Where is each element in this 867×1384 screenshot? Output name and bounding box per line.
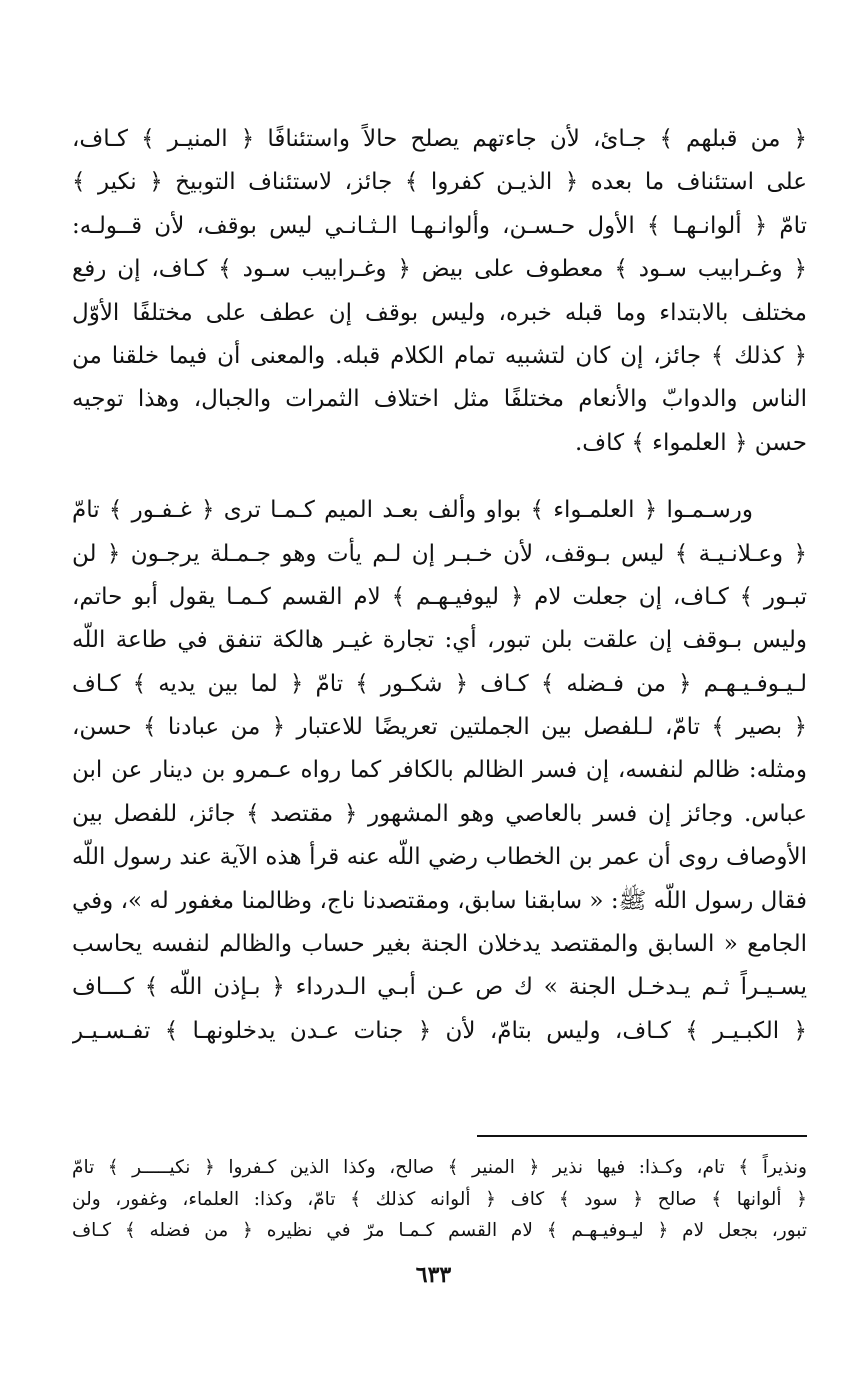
text-line: الناس والدوابّ والأنعام مختلفًا مثل اختلاف الثمرات والجبال، وهذا توجيه (72, 386, 807, 413)
footnote-separator (477, 1135, 807, 1137)
text-line: يسـيـراً ثـم يـدخـل الجنة » ك ص عـن أبـي الـدرداء ﴿ بـإذن اللّه ﴾ كـــاف (72, 974, 807, 1001)
paragraph-2 (72, 489, 807, 1053)
text-line: لـيـوفـيـهـم ﴿ من فـضله ﴾ كـاف ﴿ شكـور ﴾ تامّ ﴿ لما بين يديه ﴾ كـاف (72, 670, 807, 697)
main-text (72, 118, 807, 1053)
text-line: ﴿ الكبـيـر ﴾ كـاف، وليس بتامّ، لأن ﴿ جنات عـدن يدخلونهـا ﴾ تفـسـيـر (72, 1017, 807, 1044)
text-line: ومثله: ظالم لنفسه، إن فسر الظالم بالكافر كما رواه عـمرو بن دينار عن ابن (72, 757, 807, 784)
text-line: الأوصاف روى أن عمر بن الخطاب رضي اللّه عنه قرأ هذه الآية عند رسول اللّه (72, 844, 807, 871)
text-line: ﴿ وغـرابيب سـود ﴾ معطوف على بيض ﴿ وغـرابيب سـود ﴾ كـاف، إن رفع (72, 256, 807, 283)
footnote-line: تبور، بجعل لام ﴿ ليـوفيـهـم ﴾ لام القسم كـمـا مرّ في نظيره ﴿ من فضله ﴾ كـاف (72, 1220, 807, 1241)
text-line: ورسـمـوا ﴿ العلمـواء ﴾ بواو وألف بعـد الميم كـمـا ترى ﴿ غـفـور ﴾ تامّ (72, 497, 753, 524)
text-line: مختلف بالابتداء وما قبله خبره، وليس بوقف إن عطف على مختلفًا الأوّل (72, 299, 807, 326)
text-line: على استئناف ما بعده ﴿ الذيـن كفروا ﴾ جائز، لاستئناف التوبيخ ﴿ نكير ﴾ (72, 169, 807, 196)
footnote-line: ﴿ ألوانها ﴾ صالح ﴿ سود ﴾ كاف ﴿ ألوانه كذلك ﴾ تامّ، وكذا: العلماء، وغفور، ولن (72, 1188, 807, 1210)
text-line: تامّ ﴿ ألوانـهـا ﴾ الأول حـسـن، وألوانـهـا الـثـانـي ليس بوقف، لأن قــولـه: (72, 212, 807, 239)
page-number: ٦٣٣ (415, 1262, 452, 1288)
paragraph-1 (72, 118, 807, 465)
text-line: ﴿ وعـلانـيـة ﴾ ليس بـوقف، لأن خـبـر إن لـم يأت وهو جـمـلة يرجـون ﴿ لن (72, 540, 807, 567)
text-line: حسن ﴿ العلمواء ﴾ كاف. (574, 429, 807, 456)
text-line: عباس. وجائز إن فسر بالعاصي وهو المشهور ﴿ مقتصد ﴾ جائز، للفصل بين (72, 800, 807, 827)
text-line: وليس بـوقف إن علقت بلن تبور، أي: تجارة غيـر هالكة تنفق في طاعة اللّه (72, 627, 807, 654)
text-line: ﴿ بصير ﴾ تامّ، لـلفصل بين الجملتين تعريضًا للاعتبار ﴿ من عبادنا ﴾ حسن، (72, 714, 807, 741)
text-line: فقال رسول اللّه ﷺ: « سابقنا سابق، ومقتصدنا ناج، وظالمنا مغفور له »، وفي (72, 887, 807, 914)
footnote-line: ونذيراً ﴾ تام، وكـذا: فيها نذير ﴿ المنير ﴾ صالح، وكذا الذين كـفروا ﴿ نكيـــــر ﴾ تامّ (72, 1157, 807, 1178)
text-line: تبـور ﴾ كـاف، إن جعلت لام ﴿ ليوفيـهـم ﴾ لام القسم كـمـا يقول أبو حاتم، (72, 583, 807, 610)
text-line: ﴿ كذلك ﴾ جائز، إن كان لتشبيه تمام الكلام قبله. والمعنى أن فيما خلقنا من (72, 342, 807, 369)
footnotes (72, 1152, 807, 1247)
text-line: ﴿ من قبلهم ﴾ جـائ، لأن جاءتهم يصلح حالاً واستئنافًا ﴿ المنيـر ﴾ كـاف، (72, 126, 807, 152)
text-line: الجامع « السابق والمقتصد يدخلان الجنة بغير حساب والظالم لنفسه يحاسب (72, 931, 807, 958)
